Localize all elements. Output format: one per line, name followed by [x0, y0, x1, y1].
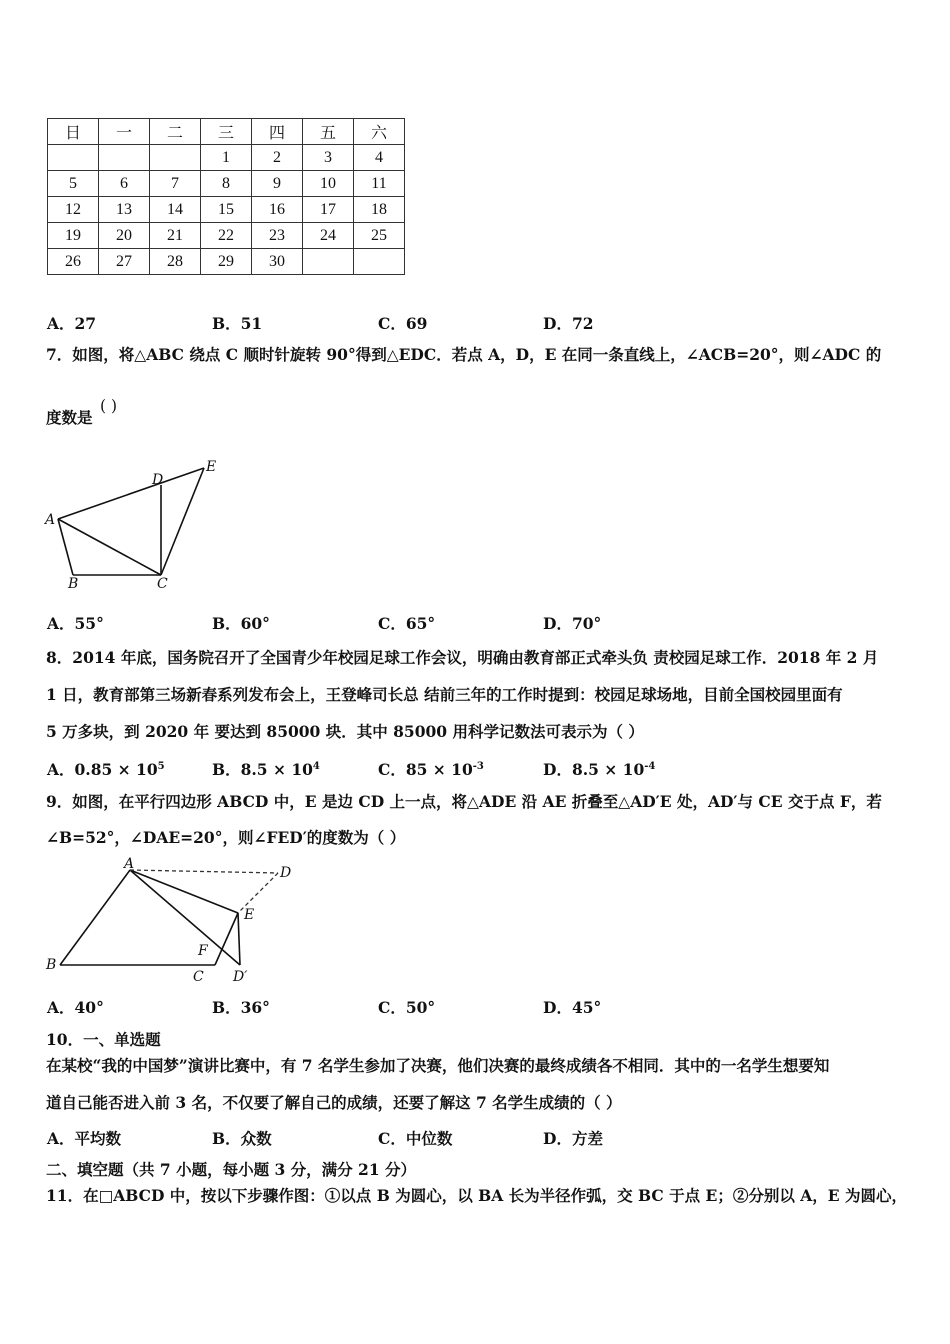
- q6-option-c[interactable]: C．69: [378, 314, 428, 333]
- calendar-weekday-cell: 日: [48, 119, 99, 145]
- calendar-day-cell: 3: [303, 145, 354, 171]
- calendar-day-cell: [354, 249, 405, 275]
- calendar-day-cell: [48, 145, 99, 171]
- q10-text-line2: 道自己能否进入前 3 名，不仅要了解自己的成绩，还要了解这 7 名学生成绩的（ ）: [46, 1093, 622, 1112]
- q9-label-a: A: [124, 856, 135, 872]
- calendar-weekday-cell: 五: [303, 119, 354, 145]
- q9-label-b: B: [46, 957, 57, 973]
- calendar-day-cell: [150, 145, 201, 171]
- calendar-day-cell: 21: [150, 223, 201, 249]
- q7-answer-paren: ( ): [100, 397, 118, 415]
- calendar-day-cell: 10: [303, 171, 354, 197]
- q10-section-title: 10．一、单选题: [46, 1030, 161, 1049]
- calendar-day-cell: 6: [99, 171, 150, 197]
- q7-label-a: A: [45, 512, 56, 528]
- calendar-day-cell: 9: [252, 171, 303, 197]
- q6-option-a[interactable]: A．27: [47, 314, 97, 333]
- q7-option-b[interactable]: B．60°: [212, 614, 270, 633]
- q7-label-e: E: [206, 459, 217, 475]
- q9-segment-ce: [215, 913, 238, 965]
- q9-segment-ab: [60, 870, 130, 965]
- q7-option-a[interactable]: A．55°: [47, 614, 104, 633]
- calendar-day-cell: 17: [303, 197, 354, 223]
- q7-option-d[interactable]: D．70°: [543, 614, 602, 633]
- calendar-weekday-cell: 一: [99, 119, 150, 145]
- calendar-weekday-cell: 二: [150, 119, 201, 145]
- calendar-day-cell: 28: [150, 249, 201, 275]
- q6-option-d[interactable]: D．72: [543, 314, 594, 333]
- q7-label-c: C: [157, 576, 168, 590]
- calendar-table: [47, 118, 405, 275]
- calendar-week-row: [48, 145, 405, 171]
- q7-label-d: D: [152, 472, 164, 488]
- calendar-day-cell: 5: [48, 171, 99, 197]
- q9-label-f: F: [198, 943, 208, 959]
- q7-label-b: B: [68, 576, 79, 590]
- calendar-day-cell: 25: [354, 223, 405, 249]
- q11-text-line1: 11．在□ABCD 中，按以下步骤作图：①以点 B 为圆心，以 BA 长为半径作弧，交 BC 于点 E；②分别以 A，E 为圆心，: [46, 1186, 907, 1205]
- calendar-week-row: [48, 223, 405, 249]
- q9-label-e: E: [244, 907, 255, 923]
- q7-segment-ec: [161, 468, 204, 575]
- q7-text-line2: 度数是: [46, 408, 93, 427]
- q9-label-d-prime: D′: [233, 969, 248, 985]
- calendar-weekday-cell: 六: [354, 119, 405, 145]
- q10-option-d[interactable]: D．方差: [543, 1129, 603, 1148]
- calendar-day-cell: 15: [201, 197, 252, 223]
- calendar-week-row: [48, 249, 405, 275]
- q9-option-c[interactable]: C．50°: [378, 998, 436, 1017]
- calendar-day-cell: 1: [201, 145, 252, 171]
- q9-label-d: D: [280, 865, 292, 881]
- q6-option-b[interactable]: B．51: [212, 314, 263, 333]
- q7-segment-ac: [58, 519, 161, 575]
- calendar-day-cell: 20: [99, 223, 150, 249]
- calendar-day-cell: 29: [201, 249, 252, 275]
- calendar-day-cell: 18: [354, 197, 405, 223]
- calendar-week-row: [48, 171, 405, 197]
- calendar-day-cell: 23: [252, 223, 303, 249]
- q8-option-d[interactable]: D．$8.5 \times 10^{-4}$: [543, 760, 656, 779]
- calendar-day-cell: 4: [354, 145, 405, 171]
- q7-segment-ae: [58, 468, 204, 519]
- q8-text-line1: 8．2014 年底，国务院召开了全国青少年校园足球工作会议，明确由教育部正式牵头负 责校园足球工作．2018 年 2 月: [46, 648, 879, 667]
- calendar-day-cell: 14: [150, 197, 201, 223]
- calendar-day-cell: [303, 249, 354, 275]
- calendar-day-cell: 27: [99, 249, 150, 275]
- q9-option-b[interactable]: B．36°: [212, 998, 270, 1017]
- q9-segment-ed-prime: [238, 913, 240, 965]
- calendar-day-cell: 22: [201, 223, 252, 249]
- calendar-header-row: [48, 119, 405, 145]
- q10-text-line1: 在某校“我的中国梦”演讲比赛中，有 7 名学生参加了决赛，他们决赛的最终成绩各不相同．其中的一名学生想要知: [46, 1056, 830, 1075]
- q7-figure: [40, 455, 230, 590]
- calendar-week-row: [48, 197, 405, 223]
- q8-text-line2: 1 日，教育部第三场新春系列发布会上，王登峰司长总 结前三年的工作时提到：校园足球场地，目前全国校园里面有: [46, 685, 843, 704]
- calendar-day-cell: 2: [252, 145, 303, 171]
- calendar-weekday-cell: 四: [252, 119, 303, 145]
- q9-text-line2: ∠B=52°，∠DAE=20°，则∠FED′的度数为（ ）: [46, 828, 406, 847]
- calendar-day-cell: 16: [252, 197, 303, 223]
- q8-option-c[interactable]: C．$85 \times 10^{-3}$: [378, 760, 484, 779]
- calendar-day-cell: 7: [150, 171, 201, 197]
- q7-text-line1: 7．如图，将△ABC 绕点 C 顺时针旋转 90°得到△EDC．若点 A，D，E 在同一条直线上，∠ACB=20°，则∠ADC 的: [46, 345, 882, 364]
- q7-option-c[interactable]: C．65°: [378, 614, 436, 633]
- q9-segment-ae: [130, 870, 238, 913]
- q9-label-c: C: [193, 969, 204, 985]
- q8-text-line3: 5 万多块，到 2020 年 要达到 85000 块．其中 85000 用科学记数法可表示为（ ）: [46, 722, 644, 741]
- q9-segment-ad-prime: [130, 870, 240, 965]
- calendar-day-cell: [99, 145, 150, 171]
- q7-segment-ab: [58, 519, 73, 575]
- q9-option-d[interactable]: D．45°: [543, 998, 602, 1017]
- calendar-day-cell: 13: [99, 197, 150, 223]
- q10-option-c[interactable]: C．中位数: [378, 1129, 453, 1148]
- q9-segment-ad-dashed: [130, 870, 278, 873]
- calendar-day-cell: 30: [252, 249, 303, 275]
- calendar-day-cell: 11: [354, 171, 405, 197]
- q10-option-b[interactable]: B．众数: [212, 1129, 272, 1148]
- calendar-day-cell: 12: [48, 197, 99, 223]
- calendar-day-cell: 19: [48, 223, 99, 249]
- calendar-day-cell: 26: [48, 249, 99, 275]
- q9-figure: [40, 855, 300, 990]
- calendar-day-cell: 8: [201, 171, 252, 197]
- calendar-day-cell: 24: [303, 223, 354, 249]
- q10-option-a[interactable]: A．平均数: [47, 1129, 122, 1148]
- q9-text-line1: 9．如图，在平行四边形 ABCD 中，E 是边 CD 上一点，将△ADE 沿 AE 折叠至△AD′E 处，AD′与 CE 交于点 F，若: [46, 792, 882, 811]
- calendar-weekday-cell: 三: [201, 119, 252, 145]
- q9-option-a[interactable]: A．40°: [47, 998, 104, 1017]
- q8-option-b[interactable]: B．$8.5 \times 10^4$: [212, 760, 320, 779]
- section2-title: 二、填空题（共 7 小题，每小题 3 分，满分 21 分）: [46, 1160, 417, 1179]
- q8-option-a[interactable]: A．$0.85 \times 10^5$: [47, 760, 165, 779]
